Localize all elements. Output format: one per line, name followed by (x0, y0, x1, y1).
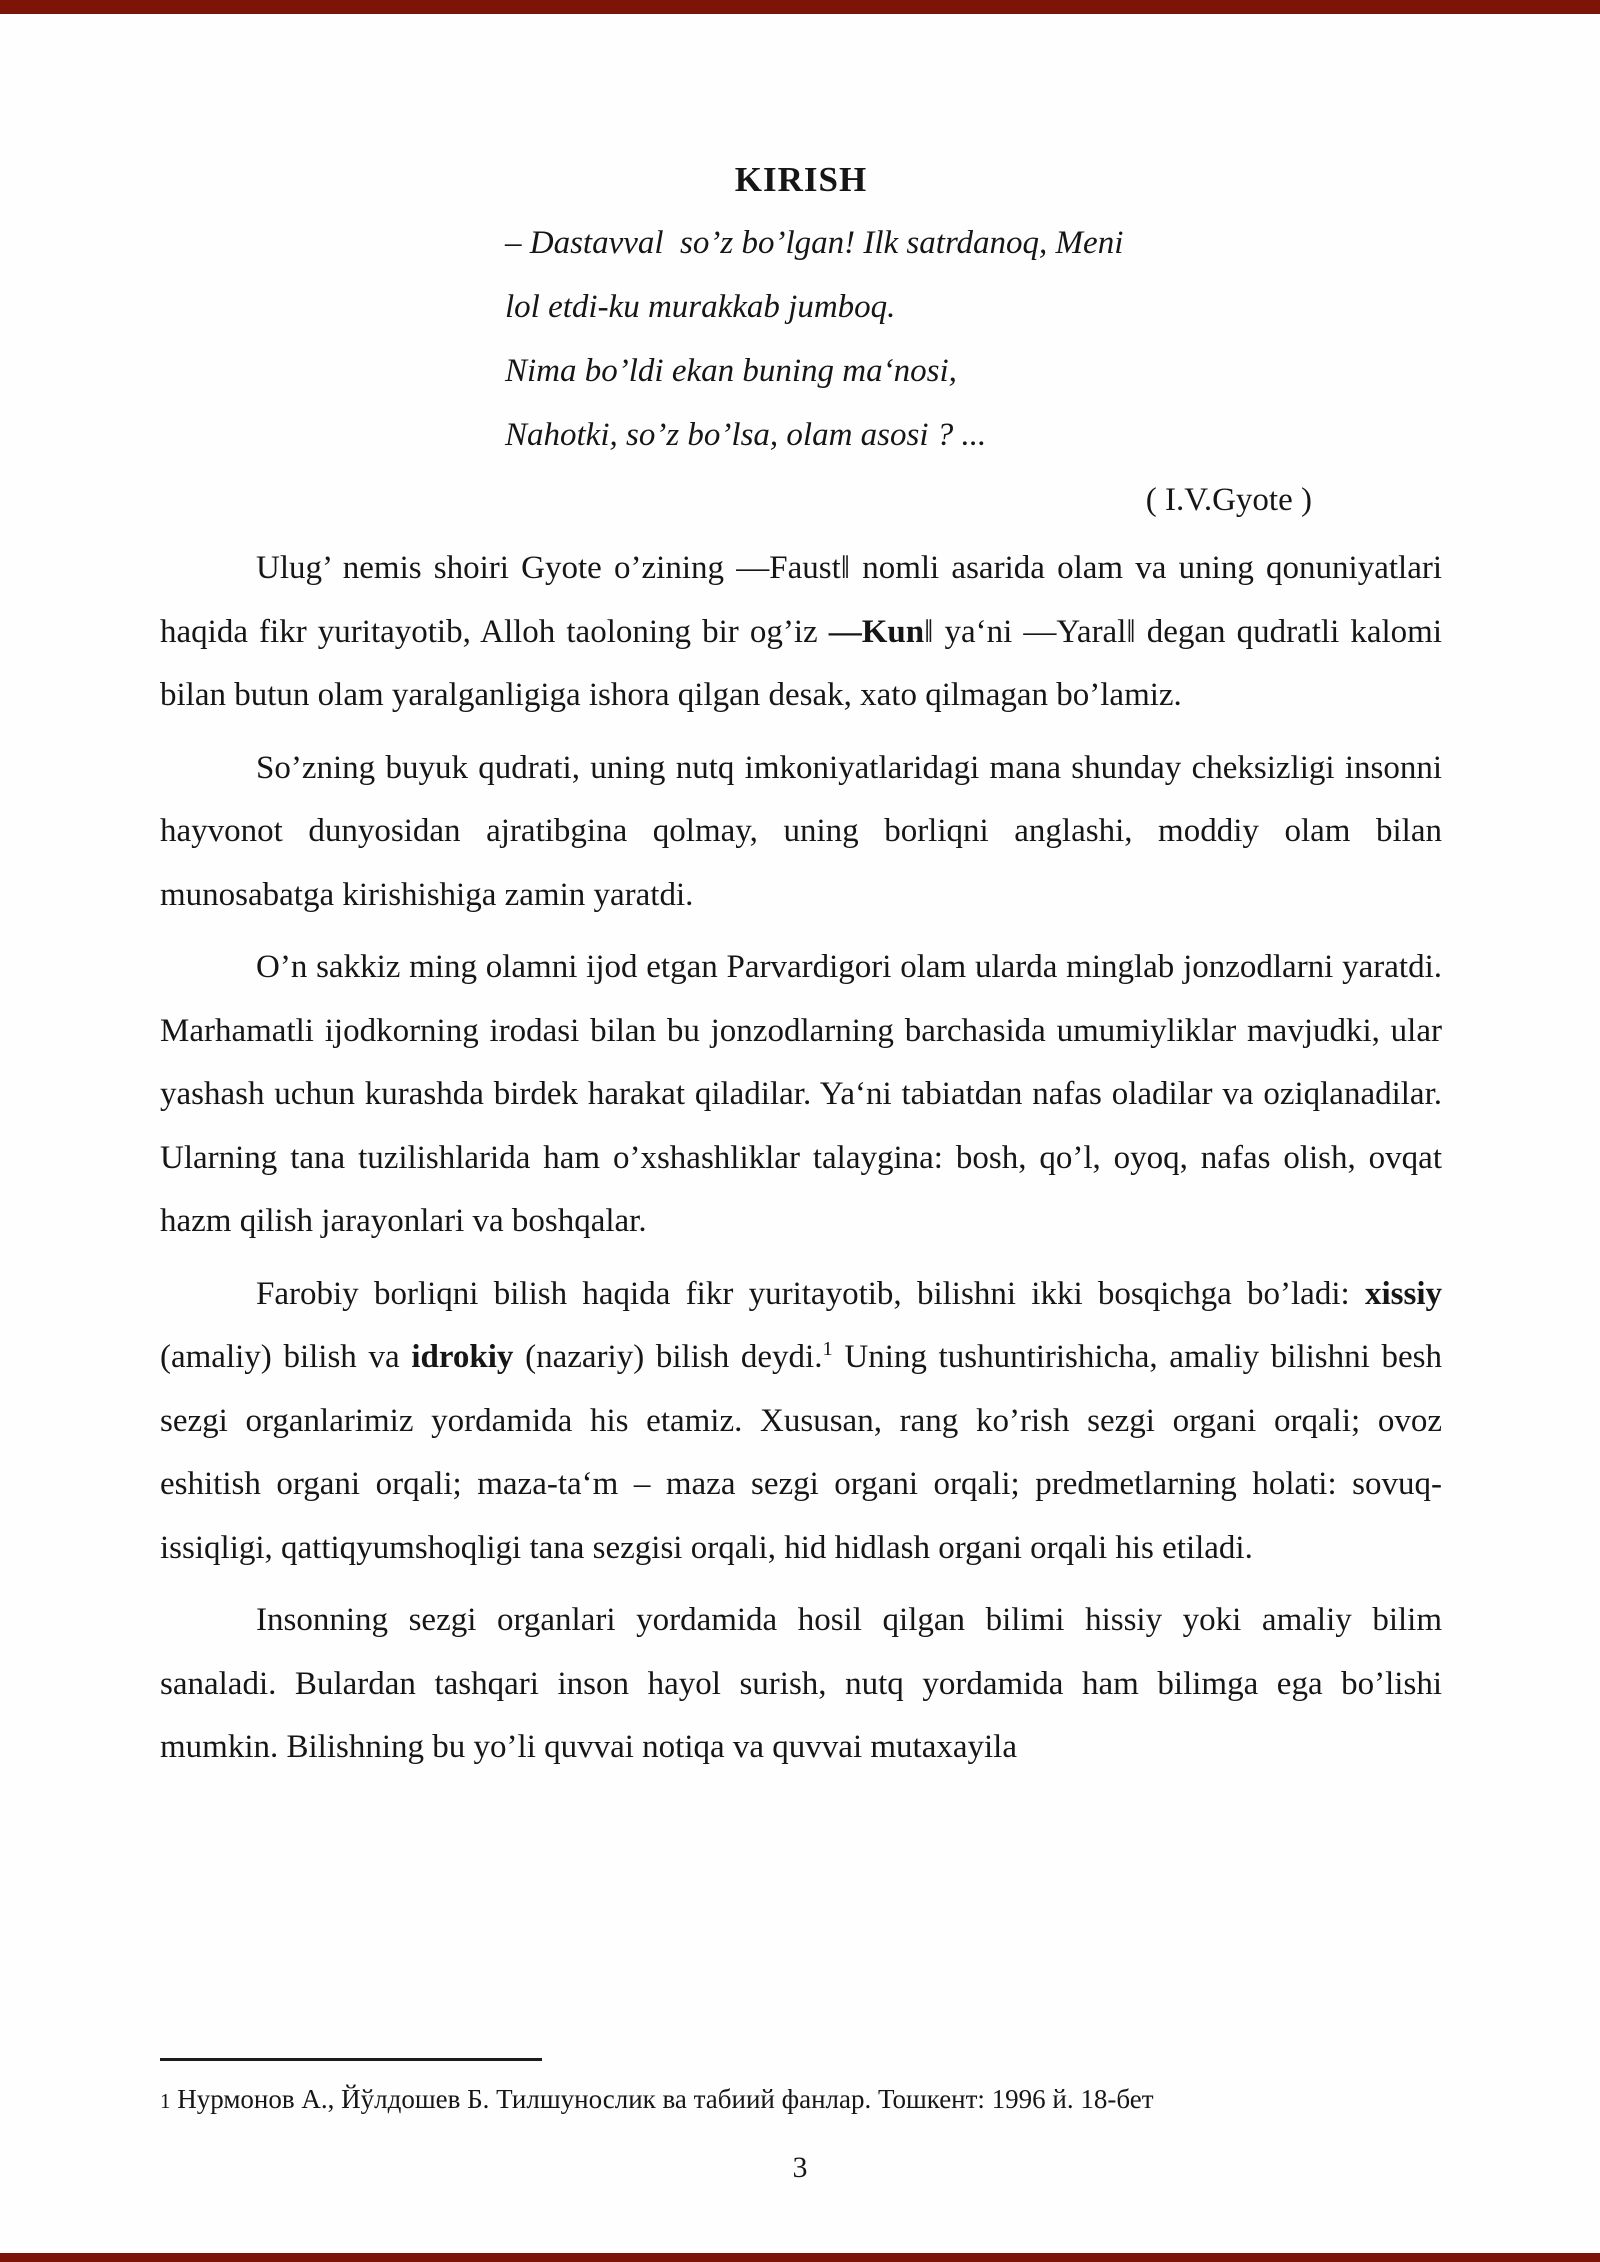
epigraph-line: – Dastavval so’z bo’lgan! Ilk satrdanoq, Meni (505, 225, 1124, 261)
top-accent-bar (0, 0, 1600, 14)
epigraph-attribution: ( I.V.Gyote ) (1145, 482, 1312, 518)
footnote-text-line (160, 2079, 1442, 2121)
paragraph: So’zning buyuk qudrati, uning nutq imkoniyatlaridagi mana shunday cheksizligi insonni hayvonot dunyosidan ajratibgina qolmay, uning borliqni anglashi, moddiy olam bilan munosabatga kirishishiga zamin yaratdi. (160, 749, 1442, 913)
footnote-marker: 1 (160, 2089, 171, 2113)
footnote-text: Нурмонов А., Йўлдошев Б. Тилшунослик ва табиий фанлар. Тошкент: 1996 й. 18-бет (170, 2084, 1154, 2114)
bottom-accent-bar (0, 2253, 1600, 2262)
epigraph-line: Nahotki, so’z bo’lsa, olam asosi ? ... (505, 417, 987, 453)
paragraph: Insonning sezgi organlari yordamida hosil qilgan bilimi hissiy yoki amaliy bilim sanaladi. Bulardan tashqari inson hayol surish, nutq yordamida ham bilimga ega bo’lishi mumkin. Bilishning bu yo’li quvvai notiqa va quvvai mutaxayila (160, 1602, 1442, 1765)
page-number: 3 (792, 2151, 808, 2184)
page-title: KIRISH (734, 160, 868, 199)
epigraph-line: lol etdi-ku murakkab jumboq. (505, 289, 896, 325)
page-content (160, 148, 1442, 1789)
epigraph (160, 211, 1442, 467)
epigraph-line: Nima bo’ldi ekan buning ma‘nosi, (505, 353, 957, 389)
footnote (160, 2058, 1442, 2121)
paragraph: O’n sakkiz ming olamni ijod etgan Parvardigori olam ularda minglab jonzodlarni yaratdi. Marhamatli ijodkorning irodasi bilan bu jonzodlarning barchasida umumiyliklar mavjudki, ular yashash uchun kurashda birdek harakat qiladilar. Ya‘ni tabiatdan nafas oladilar va oziqlanadilar. Ularning tana tuzilishlarida ham o’xshashliklar talaygina: bosh, qo’l, oyoq, nafas olish, ovqat hazm qilish jarayonlari va boshqalar. (160, 949, 1442, 1239)
footnote-separator (160, 2058, 542, 2061)
paragraph: Farobiy borliqni bilish haqida fikr yuritayotib, bilishni ikki bosqichga bo’ladi: xissiy (amaliy) bilish va idrokiy (nazariy) bilish deydi.$^1$ Uning tushuntirishicha, amaliy bilishni besh sezgi organlarimiz yordamida his etamiz. Xususan, rang ko’rish sezgi organi orqali; ovoz eshitish organi orqali; maza-ta‘m – maza sezgi organi orqali; predmetlarning holati: sovuq-issiqligi, qattiqyumshoqligi tana sezgisi orqali, hid hidlash organi orqali his etiladi. (160, 1275, 1442, 1566)
body-text (160, 537, 1442, 1780)
paragraph: Ulug’ nemis shoiri Gyote o’zining —Faust‖ nomli asarida olam va uning qonuniyatlari haqida fikr yuritayotib, Alloh taoloning bir og’iz —Kun‖ ya‘ni —Yaral‖ degan qudratli kalomi bilan butun olam yaralganligiga ishora qilgan desak, xato qilmagan bo’lamiz. (160, 550, 1442, 713)
